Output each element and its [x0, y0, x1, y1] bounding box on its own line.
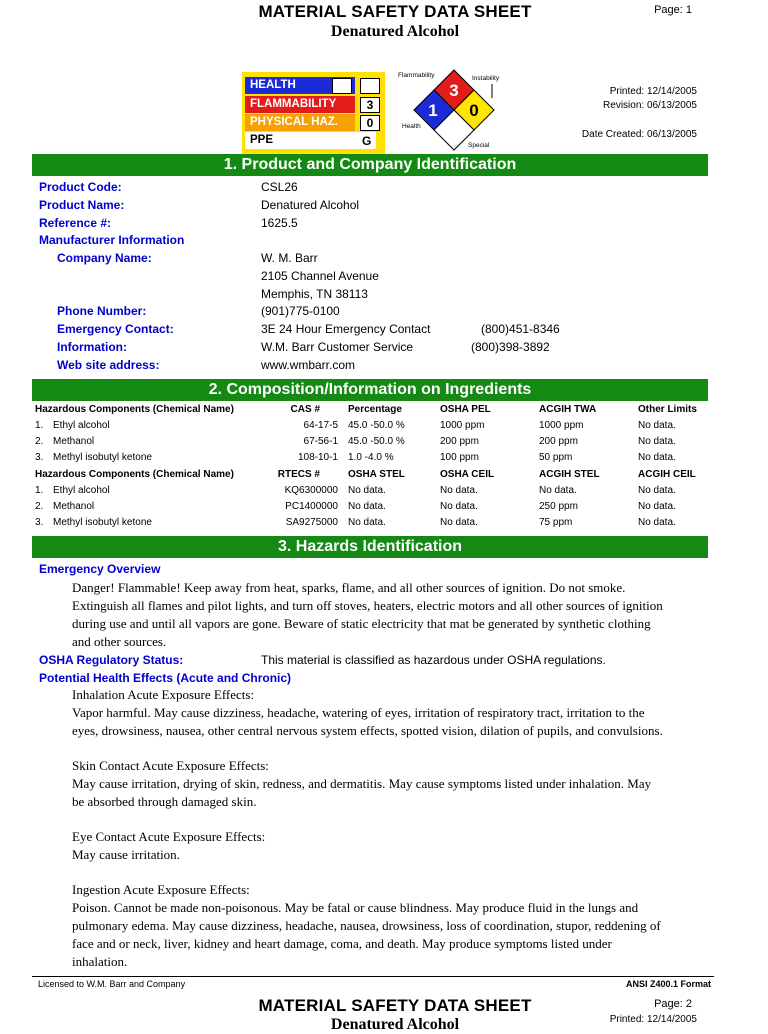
limits-table-cell: No data. [539, 485, 577, 496]
address-line-1: 2105 Channel Avenue [261, 269, 379, 283]
limits-table-row-index: 2. [35, 501, 44, 512]
hmis-physical-label: PHYSICAL HAZ. [245, 114, 355, 131]
phone-value: (901)775-0100 [261, 304, 340, 318]
emergency-overview-label: Emergency Overview [39, 562, 161, 576]
ingredients-table-chemical-name: Methanol [53, 436, 95, 447]
page2-number: Page: 2 [654, 998, 692, 1010]
text-line: inhalation. [72, 954, 128, 969]
hmis-flammability-label: FLAMMABILITY [245, 96, 355, 113]
ingredients-table-chemical-name: Methyl isobutyl ketone [53, 452, 152, 463]
limits-table-id: PC1400000 [285, 501, 338, 512]
health-effects-label: Potential Health Effects (Acute and Chronic) [39, 671, 292, 685]
product-code-label: Product Code: [39, 180, 122, 194]
hmis-physical-value: 0 [360, 115, 380, 131]
ingredients-table-cell: 45.0 -50.0 % [348, 420, 405, 431]
nfpa-flammability-value: 3 [449, 81, 459, 100]
ingredients-table-cell: 1000 ppm [539, 420, 584, 431]
ingredients-table-cell: 50 ppm [539, 452, 573, 463]
page2-title: MATERIAL SAFETY DATA SHEET [258, 996, 532, 1015]
limits-table-cell: No data. [638, 517, 676, 528]
limits-table-header: ACGIH CEIL [638, 469, 696, 480]
text-line: face and or neck, liver, kidney and heart damage, coma, and death. May produce symptoms listed under [72, 936, 612, 951]
ingredients-table-cell: 45.0 -50.0 % [348, 436, 405, 447]
ingredients-table-chemical-name: Ethyl alcohol [53, 420, 110, 431]
emergency-overview-text [72, 579, 712, 651]
emergency-contact-phone: (800)451-8346 [481, 322, 560, 336]
ingredients-table-row-index: 3. [35, 452, 44, 463]
ingredients-table-header: Percentage [348, 404, 402, 415]
ingredients-table-header: OSHA PEL [440, 404, 491, 415]
limits-table-chemical-name: Methyl isobutyl ketone [53, 517, 152, 528]
limits-table-cell: No data. [348, 501, 386, 512]
page2-subtitle: Denatured Alcohol [330, 1016, 460, 1033]
reference-label: Reference #: [39, 216, 112, 230]
ingredients-table-cell: No data. [638, 452, 676, 463]
text-line: Danger! Flammable! Keep away from heat, sparks, flame, and all other sources of ignition. Do not smoke. [72, 580, 626, 595]
section-1-header: 1. Product and Company Identification [32, 154, 708, 176]
ingredients-table-header: Other Limits [638, 404, 697, 415]
nfpa-health-label: Health [402, 123, 421, 130]
hmis-health-value [360, 78, 380, 94]
text-line: eyes, drowsiness, nausea, other central nervous system effects, spotted vision, dilation of pupils, and convulsions. [72, 723, 663, 738]
health-effects-text [72, 686, 712, 971]
ingredients-table-row-index: 1. [35, 420, 44, 431]
text-line: May cause irritation. [72, 847, 180, 862]
ingredients-table-id: 64-17-5 [303, 420, 338, 431]
limits-table-chemical-name: Ethyl alcohol [53, 485, 110, 496]
limits-table-cell: No data. [638, 501, 676, 512]
skin-title: Skin Contact Acute Exposure Effects: [72, 758, 269, 773]
limits-table-cell: 250 ppm [539, 501, 578, 512]
emergency-contact-label: Emergency Contact: [57, 322, 174, 336]
limits-table-header: Hazardous Components (Chemical Name) [35, 469, 234, 480]
text-line: May cause irritation, drying of skin, redness, and dermatitis. May cause symptoms listed under inhalation. May [72, 776, 652, 791]
section-3-header: 3. Hazards Identification [32, 536, 708, 558]
address-line-2: Memphis, TN 38113 [261, 287, 368, 301]
nfpa-instability-label: Instability [472, 75, 500, 82]
document-subtitle: Denatured Alcohol [330, 23, 460, 40]
limits-table-header: OSHA STEL [348, 469, 405, 480]
ingredients-table-cell: 1.0 -4.0 % [348, 452, 394, 463]
limits-table-row-index: 1. [35, 485, 44, 496]
hmis-health-label: HEALTH [245, 77, 355, 94]
nfpa-health-value: 1 [428, 101, 438, 120]
ingredients-table-header: CAS # [290, 404, 320, 415]
ingredients-table-id: 67-56-1 [303, 436, 338, 447]
date-created: Date Created: 06/13/2005 [581, 129, 697, 140]
manufacturer-label: Manufacturer Information [39, 233, 185, 247]
limits-table-chemical-name: Methanol [53, 501, 95, 512]
company-name-value: W. M. Barr [261, 251, 318, 265]
nfpa-diamond-icon [392, 64, 512, 154]
information-phone: (800)398-3892 [471, 340, 550, 354]
ingredients-table-header: Hazardous Components (Chemical Name) [35, 404, 234, 415]
hmis-flammability-value: 3 [360, 97, 380, 113]
text-line: Extinguish all flames and pilot lights, and turn off stoves, heaters, electric motors and all other sources of ignition [72, 598, 663, 613]
ingredients-table-id: 108-10-1 [297, 452, 338, 463]
limits-table-cell: No data. [348, 517, 386, 528]
reference-value: 1625.5 [261, 216, 298, 230]
information-value: W.M. Barr Customer Service [261, 340, 414, 354]
limits-table-row-index: 3. [35, 517, 44, 528]
text-line: during use and until all vapors are gone. Beware of static electricity that mat be generated by synthetic clothing [72, 616, 651, 631]
information-label: Information: [57, 340, 127, 354]
text-line: Vapor harmful. May cause dizziness, headache, watering of eyes, irritation of respiratory tract, irritation to the [72, 705, 645, 720]
product-name-label: Product Name: [39, 198, 125, 212]
nfpa-flammability-label: Flammability [398, 72, 435, 79]
phone-label: Phone Number: [57, 304, 147, 318]
page2-printed: Printed: 12/14/2005 [609, 1014, 697, 1025]
limits-table-id: SA9275000 [285, 517, 338, 528]
hmis-label [242, 72, 385, 154]
limits-table-id: KQ6300000 [284, 485, 338, 496]
footer-rule [32, 976, 714, 977]
limits-table-cell: No data. [348, 485, 386, 496]
printed-date: Printed: 12/14/2005 [609, 86, 697, 97]
footer-license: Licensed to W.M. Barr and Company [38, 979, 186, 989]
limits-table-header: OSHA CEIL [440, 469, 495, 480]
section-2-header: 2. Composition/Information on Ingredients [32, 379, 708, 401]
ingredients-table-cell: 200 ppm [539, 436, 578, 447]
ingredients-table-header: ACGIH TWA [539, 404, 597, 415]
inhalation-title: Inhalation Acute Exposure Effects: [72, 687, 255, 702]
document-title: MATERIAL SAFETY DATA SHEET [258, 2, 532, 21]
website-label: Web site address: [57, 358, 160, 372]
ingredients-table-cell: 200 ppm [440, 436, 479, 447]
limits-table-cell: No data. [440, 485, 478, 496]
hmis-ppe-label: PPE [245, 132, 376, 149]
limits-table-cell: No data. [440, 517, 478, 528]
product-name-value: Denatured Alcohol [261, 198, 360, 212]
website-value: www.wmbarr.com [261, 358, 356, 372]
emergency-contact-value: 3E 24 Hour Emergency Contact [261, 322, 431, 336]
eye-title: Eye Contact Acute Exposure Effects: [72, 829, 266, 844]
text-line: and other sources. [72, 634, 167, 649]
ingredients-table-cell: No data. [638, 436, 676, 447]
hmis-ppe-value: G [362, 134, 372, 148]
limits-table-header: ACGIH STEL [539, 469, 600, 480]
product-code-value: CSL26 [261, 180, 298, 194]
nfpa-instability-value: 0 [469, 101, 479, 120]
text-line: Poison. Cannot be made non-poisonous. May be fatal or cause blindness. May produce fluid in the lungs and [72, 900, 639, 915]
hmis-health-blank [332, 78, 352, 94]
company-name-label: Company Name: [57, 251, 152, 265]
footer-format: ANSI Z400.1 Format [625, 979, 711, 989]
revision-date: Revision: 06/13/2005 [603, 100, 697, 111]
ingestion-title: Ingestion Acute Exposure Effects: [72, 882, 250, 897]
ingredients-table-row-index: 2. [35, 436, 44, 447]
ingredients-table-cell: 1000 ppm [440, 420, 485, 431]
limits-table-cell: No data. [440, 501, 478, 512]
limits-table-header: RTECS # [277, 469, 320, 480]
text-line: be absorbed through damaged skin. [72, 794, 257, 809]
nfpa-special-label: Special [468, 142, 490, 149]
limits-table-cell: No data. [638, 485, 676, 496]
text-line: pulmonary edema. May cause dizziness, headache, nausea, drowsiness, loss of coordination, stupor, reddening of [72, 918, 661, 933]
ingredients-table-cell: 100 ppm [440, 452, 479, 463]
ingredients-table-cell: No data. [638, 420, 676, 431]
limits-table-cell: 75 ppm [539, 517, 573, 528]
page-number: Page: 1 [654, 4, 692, 16]
osha-status-label: OSHA Regulatory Status: [39, 653, 184, 667]
osha-status-value: This material is classified as hazardous under OSHA regulations. [261, 653, 606, 667]
